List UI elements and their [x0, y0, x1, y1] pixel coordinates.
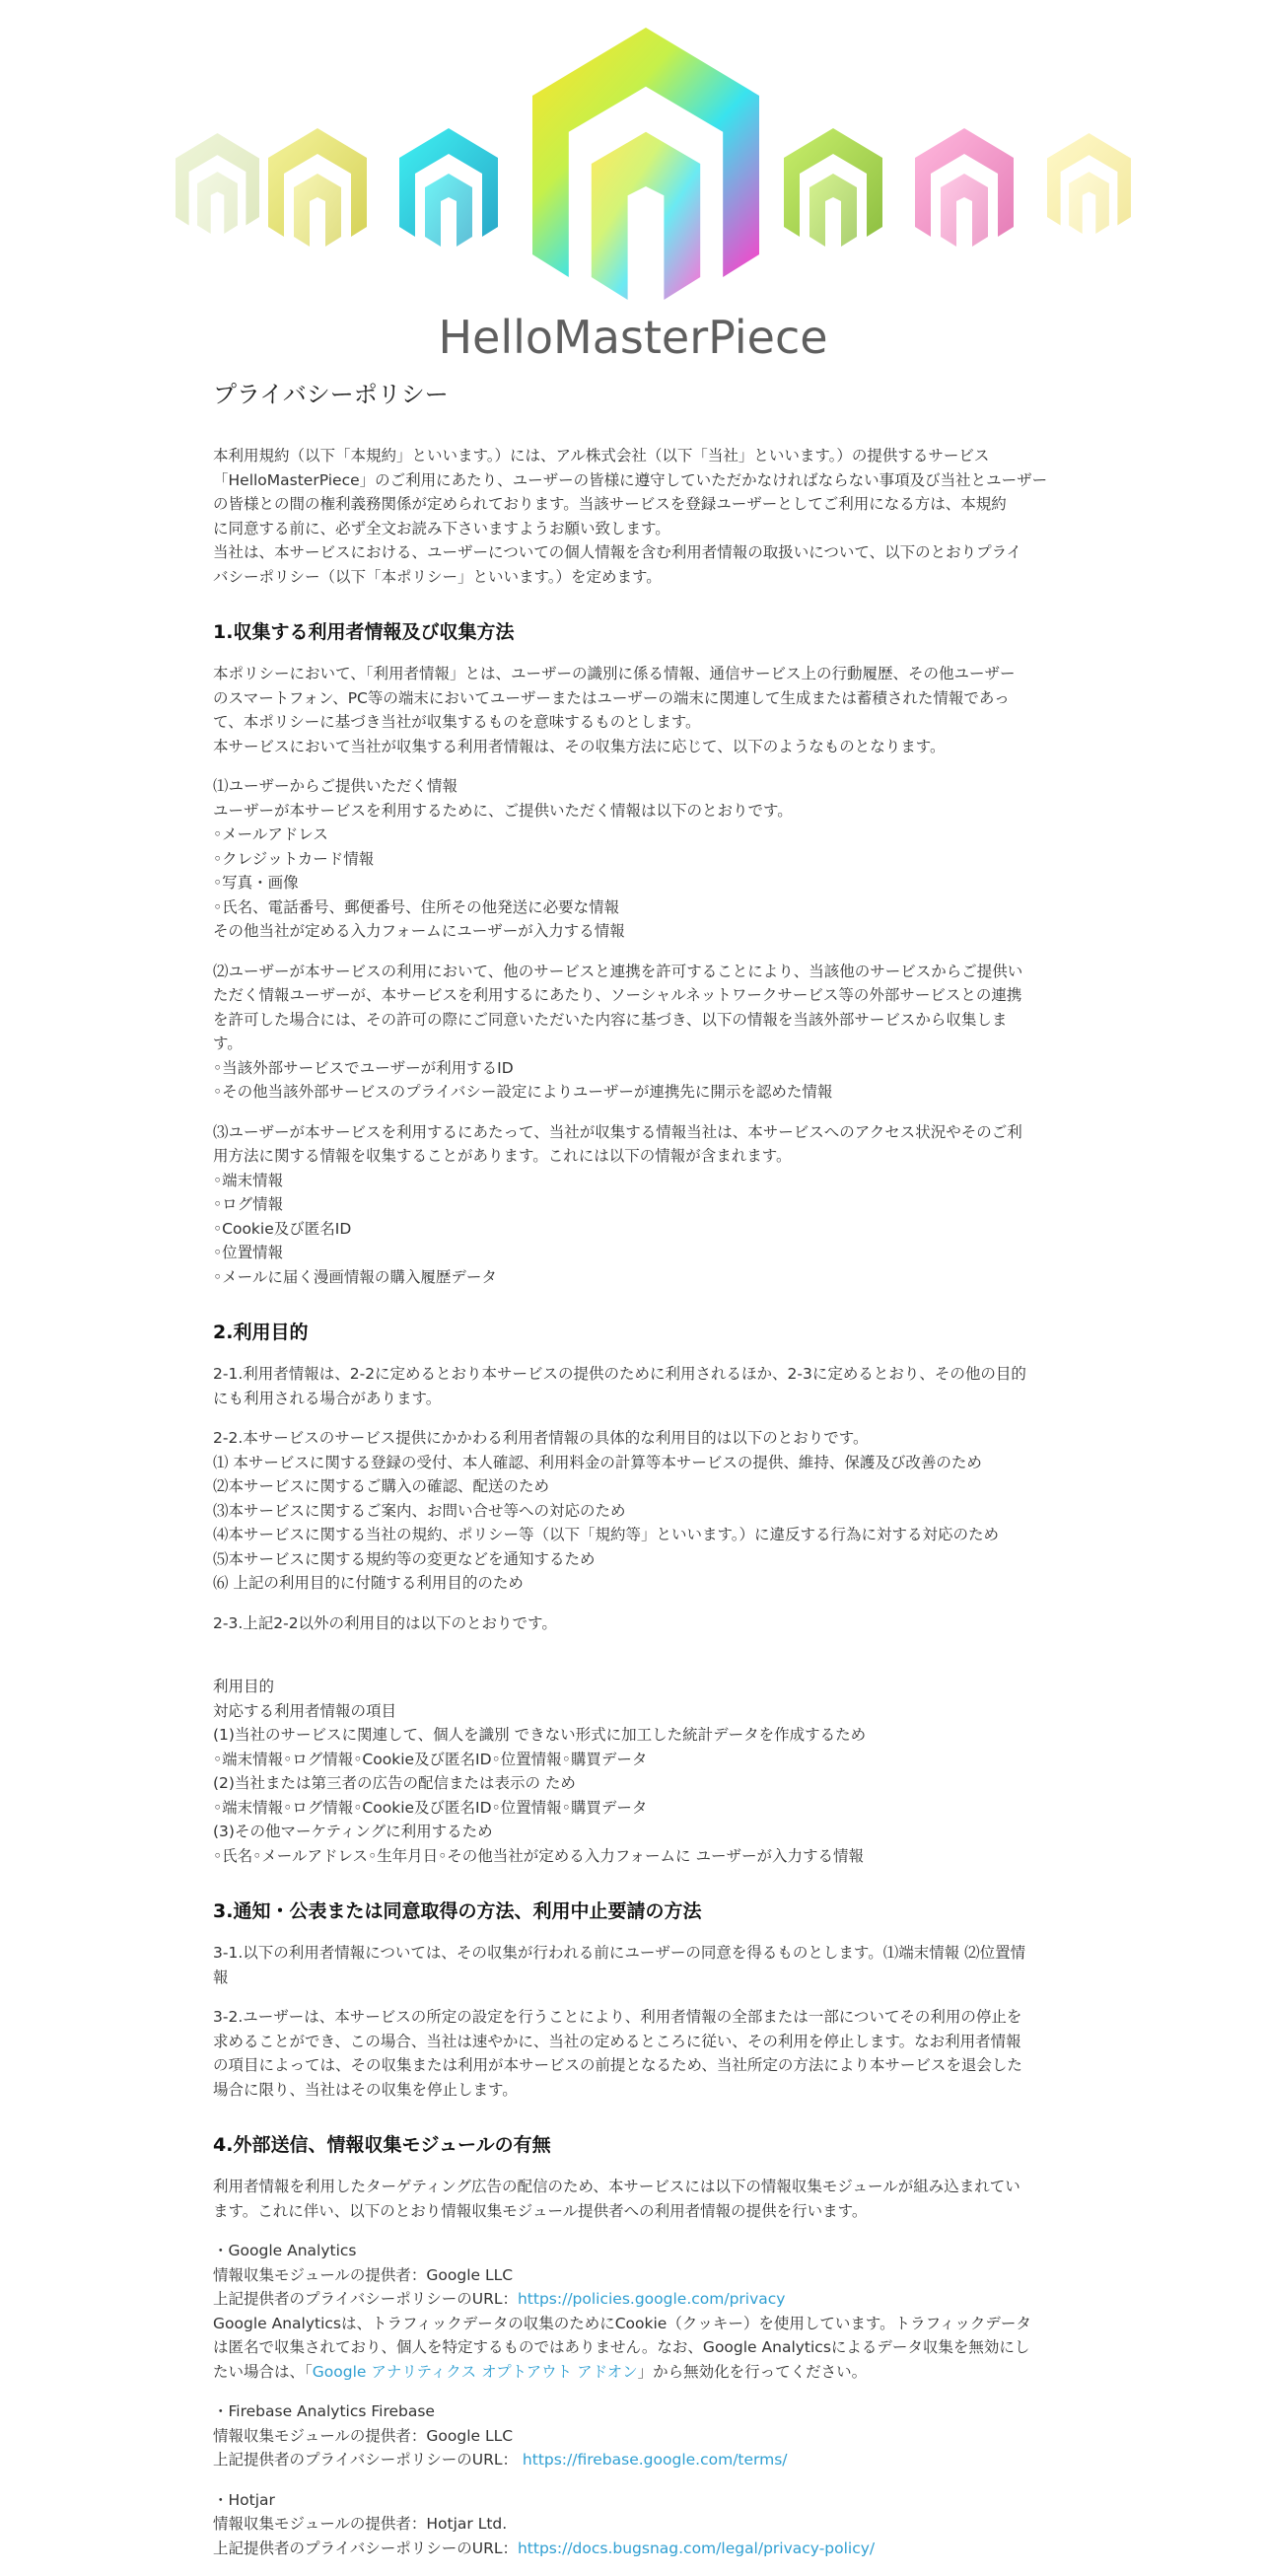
- ga-optout-link[interactable]: Google アナリティクス オプトアウト アドオン: [312, 2362, 638, 2381]
- text-line: 2-3.上記2-2以外の利用目的は以下のとおりです。: [213, 1613, 557, 1632]
- section1-user-provided: [213, 774, 1071, 944]
- text-line: 3-1.以下の利用者情報については、その収集が行われる前にユーザーの同意を得るものとします。⑴端末情報 ⑵位置情: [213, 1944, 1026, 1962]
- list-item: ◦端末情報: [213, 1171, 284, 1189]
- section-heading-3: 3.通知・公表または同意取得の方法、利用中止要請の方法: [213, 1900, 702, 1922]
- text-line: ⑴ユーザーからご提供いただく情報: [213, 777, 458, 795]
- section2-purpose-table: [213, 1675, 1071, 1868]
- list-item: ◦写真・画像: [213, 874, 299, 892]
- text-line: 2-1.利用者情報は、2-2に定めるとおり本サービスの提供のために利用されるほか、2-3に定めるとおり、その他の目的: [213, 1365, 1026, 1383]
- module-policy-line: [213, 2287, 1071, 2312]
- section1-paragraph: [213, 662, 1071, 758]
- list-item: (3)その他マーケティングに利用するため: [213, 1823, 493, 1840]
- page-title: プライバシーポリシー: [213, 381, 449, 408]
- text-line: 2-2.本サービスのサービス提供にかかわる利用者情報の具体的な利用目的は以下のとおりです。: [213, 1429, 869, 1447]
- module-policy-line: [213, 2537, 1071, 2561]
- section3-para-2: [213, 2005, 1071, 2102]
- section-heading-4: 4.外部送信、情報収集モジュールの有無: [213, 2134, 551, 2156]
- text-line: その他当社が定める入力フォームにユーザーが入力する情報: [213, 922, 625, 940]
- text-line: 報: [213, 1968, 229, 1986]
- spacer: [213, 1651, 1071, 1675]
- text-line: 「HelloMasterPiece」のご利用にあたり、ユーザーの皆様に遵守していただかなければならない事項及び当社とユーザー: [213, 470, 1048, 489]
- text-line: 場合に限り、当社はその収集を停止します。: [213, 2080, 518, 2099]
- intro-paragraph: [213, 444, 1071, 589]
- text-fragment: たい場合は、「: [213, 2362, 313, 2381]
- text-line: 本サービスにおいて当社が収集する利用者情報は、その収集方法に応じて、以下のようなものとなります。: [213, 737, 946, 755]
- text-line: ⑵ユーザーが本サービスの利用において、他のサービスと連携を許可することにより、当該他のサービスからご提供い: [213, 962, 1023, 980]
- section2-para-2: [213, 1426, 1071, 1596]
- hero-banner: [0, 0, 1266, 373]
- list-item: (2)当社または第三者の広告の配信または表示の ため: [213, 1774, 576, 1792]
- text-line: 当社は、本サービスにおける、ユーザーについての個人情報を含む利用者情報の取扱いについて、以下のとおりプライ: [213, 543, 1022, 561]
- list-item: ◦当該外部サービスでユーザーが利用するID: [213, 1058, 514, 1077]
- text-line: 本ポリシーにおいて、「利用者情報」とは、ユーザーの識別に係る情報、通信サービス上の行動履歴、その他ユーザー: [213, 665, 1016, 682]
- list-item: ◦氏名、電話番号、郵便番号、住所その他発送に必要な情報: [213, 897, 620, 916]
- list-item: (1)当社のサービスに関連して、個人を識別 できない形式に加工した統計データを作成するため: [213, 1726, 867, 1744]
- text-line: ユーザーが本サービスを利用するために、ご提供いただく情報は以下のとおりです。: [213, 801, 793, 820]
- list-item: ◦ログ情報: [213, 1195, 284, 1213]
- list-item: ⑸本サービスに関する規約等の変更などを通知するため: [213, 1549, 596, 1568]
- section2-para-3: [213, 1611, 1071, 1636]
- text-line: 利用目的: [213, 1678, 275, 1695]
- text-line: は匿名で収集されており、個人を特定するものではありません。なお、Google Analyticsによるデータ収集を無効にし: [213, 2338, 1030, 2356]
- section1-external-services: [213, 960, 1071, 1105]
- module-policy-line: [213, 2448, 1071, 2472]
- list-item: ⑴ 本サービスに関する登録の受付、本人確認、利用料金の計算等本サービスの提供、維持、保護及び改善のため: [213, 1453, 982, 1471]
- list-item: ◦端末情報◦ログ情報◦Cookie及び匿名ID◦位置情報◦購買データ: [213, 1798, 648, 1817]
- text-line: 対応する利用者情報の項目: [213, 1701, 397, 1720]
- list-item: ◦メールアドレス: [213, 825, 328, 843]
- policy-url-label: 上記提供者のプライバシーポリシーのURL：: [213, 2451, 518, 2469]
- list-item: ⑵本サービスに関するご購入の確認、配送のため: [213, 1477, 550, 1495]
- list-item: ◦氏名◦メールアドレス◦生年月日◦その他当社が定める入力フォームに ユーザーが入力する情報: [213, 1846, 864, 1865]
- text-line: のスマートフォン、PC等の端末においてユーザーまたはユーザーの端末に関連して生成または蓄積された情報であっ: [213, 688, 1010, 707]
- logo-graphic: [0, 0, 1266, 373]
- hotjar-privacy-link[interactable]: https://docs.bugsnag.com/legal/privacy-policy/: [517, 2539, 876, 2557]
- section3-para-1: [213, 1941, 1071, 1989]
- module-provider: 情報収集モジュールの提供者：Hotjar Ltd.: [213, 2515, 508, 2533]
- text-line: 3-2.ユーザーは、本サービスの所定の設定を行うことにより、利用者情報の全部または一部についてその利用の停止を: [213, 2008, 1022, 2026]
- list-item: ◦メールに届く漫画情報の購入履歴データ: [213, 1267, 497, 1286]
- module-hotjar: [213, 2488, 1071, 2561]
- list-item: ◦クレジットカード情報: [213, 849, 375, 868]
- text-line: ただく情報ユーザーが、本サービスを利用するにあたり、ソーシャルネットワークサービス等の外部サービスとの連携: [213, 986, 1022, 1004]
- policy-content: [213, 373, 1071, 2576]
- list-item: ◦その他当該外部サービスのプライバシー設定によりユーザーが連携先に開示を認めた情報: [213, 1083, 833, 1101]
- policy-url-label: 上記提供者のプライバシーポリシーのURL：: [213, 2290, 518, 2308]
- text-line: の皆様との間の権利義務関係が定められております。当該サービスを登録ユーザーとしてご利用になる方は、本規約: [213, 495, 1007, 513]
- text-line: 本利用規約（以下「本規約」といいます。）には、アル株式会社（以下「当社」といいます。）の提供するサービス: [213, 447, 990, 465]
- text-line: 求めることができ、この場合、当社は速やかに、当社の定めるところに従い、その利用を停止します。なお利用者情報: [213, 2032, 1021, 2050]
- text-line: 利用者情報を利用したターゲティング広告の配信のため、本サービスには以下の情報収集モジュールが組み込まれてい: [213, 2178, 1020, 2195]
- section1-collected-info: [213, 1120, 1071, 1290]
- list-item: ⑹ 上記の利用目的に付随する利用目的のため: [213, 1574, 524, 1592]
- module-provider: 情報収集モジュールの提供者：Google LLC: [213, 2265, 514, 2284]
- section-heading-2: 2.利用目的: [213, 1322, 309, 1343]
- firebase-terms-link[interactable]: https://firebase.google.com/terms/: [517, 2451, 788, 2469]
- module-name: ・Firebase Analytics Firebase: [213, 2402, 435, 2420]
- text-line: す。: [213, 1035, 243, 1052]
- logo-wordmark: HelloMasterPiece: [438, 311, 828, 364]
- module-firebase: [213, 2399, 1071, 2472]
- section2-para-1: [213, 1362, 1071, 1410]
- text-line: 用方法に関する情報を収集することがあります。これには以下の情報が含まれます。: [213, 1147, 792, 1165]
- text-line: を許可した場合には、その許可の際にご同意いただいた内容に基づき、以下の情報を当該外部サービスから収集しま: [213, 1010, 1008, 1029]
- section4-para-1: [213, 2175, 1071, 2223]
- text-line: に同意する前に、必ず全文お読み下さいますようお願い致します。: [213, 519, 670, 537]
- section-heading-1: 1.収集する利用者情報及び収集方法: [213, 621, 515, 643]
- list-item: ◦位置情報: [213, 1244, 284, 1261]
- list-item: ⑷本サービスに関する当社の規約、ポリシー等（以下「規約等」といいます。）に違反する行為に対する対応のため: [213, 1526, 1000, 1543]
- list-item: ◦端末情報◦ログ情報◦Cookie及び匿名ID◦位置情報◦購買データ: [213, 1750, 648, 1768]
- text-line: ます。これに伴い、以下のとおり情報収集モジュール提供者への利用者情報の提供を行います。: [213, 2201, 868, 2220]
- text-line: にも利用される場合があります。: [213, 1389, 442, 1407]
- policy-url-label: 上記提供者のプライバシーポリシーのURL：: [213, 2539, 518, 2557]
- module-name: ・Google Analytics: [213, 2242, 357, 2259]
- text-line: の項目によっては、その収集または利用が本サービスの前提となるため、当社所定の方法により本サービスを退会した: [213, 2056, 1022, 2074]
- list-item: ⑶本サービスに関するご案内、お問い合せ等への対応のため: [213, 1501, 626, 1520]
- text-line: Google Analyticsは、トラフィックデータの収集のためにCookie（クッキー）を使用しています。トラフィックデータ: [213, 2314, 1031, 2332]
- module-name: ・Hotjar: [213, 2490, 275, 2509]
- google-privacy-link[interactable]: https://policies.google.com/privacy: [517, 2290, 786, 2308]
- module-google-analytics: [213, 2239, 1071, 2384]
- text-line: バシーポリシー（以下「本ポリシー」といいます。）を定めます。: [213, 567, 662, 586]
- module-provider: 情報収集モジュールの提供者：Google LLC: [213, 2426, 514, 2445]
- list-item: ◦Cookie及び匿名ID: [213, 1219, 352, 1238]
- text-line: ⑶ユーザーが本サービスを利用するにあたって、当社が収集する情報当社は、本サービスへのアクセス状況やそのご利: [213, 1122, 1022, 1141]
- text-line: て、本ポリシーに基づき当社が収集するものを意味するものとします。: [213, 713, 701, 731]
- text-line: [213, 2360, 1071, 2385]
- text-fragment: 」から無効化を行ってください。: [637, 2362, 868, 2381]
